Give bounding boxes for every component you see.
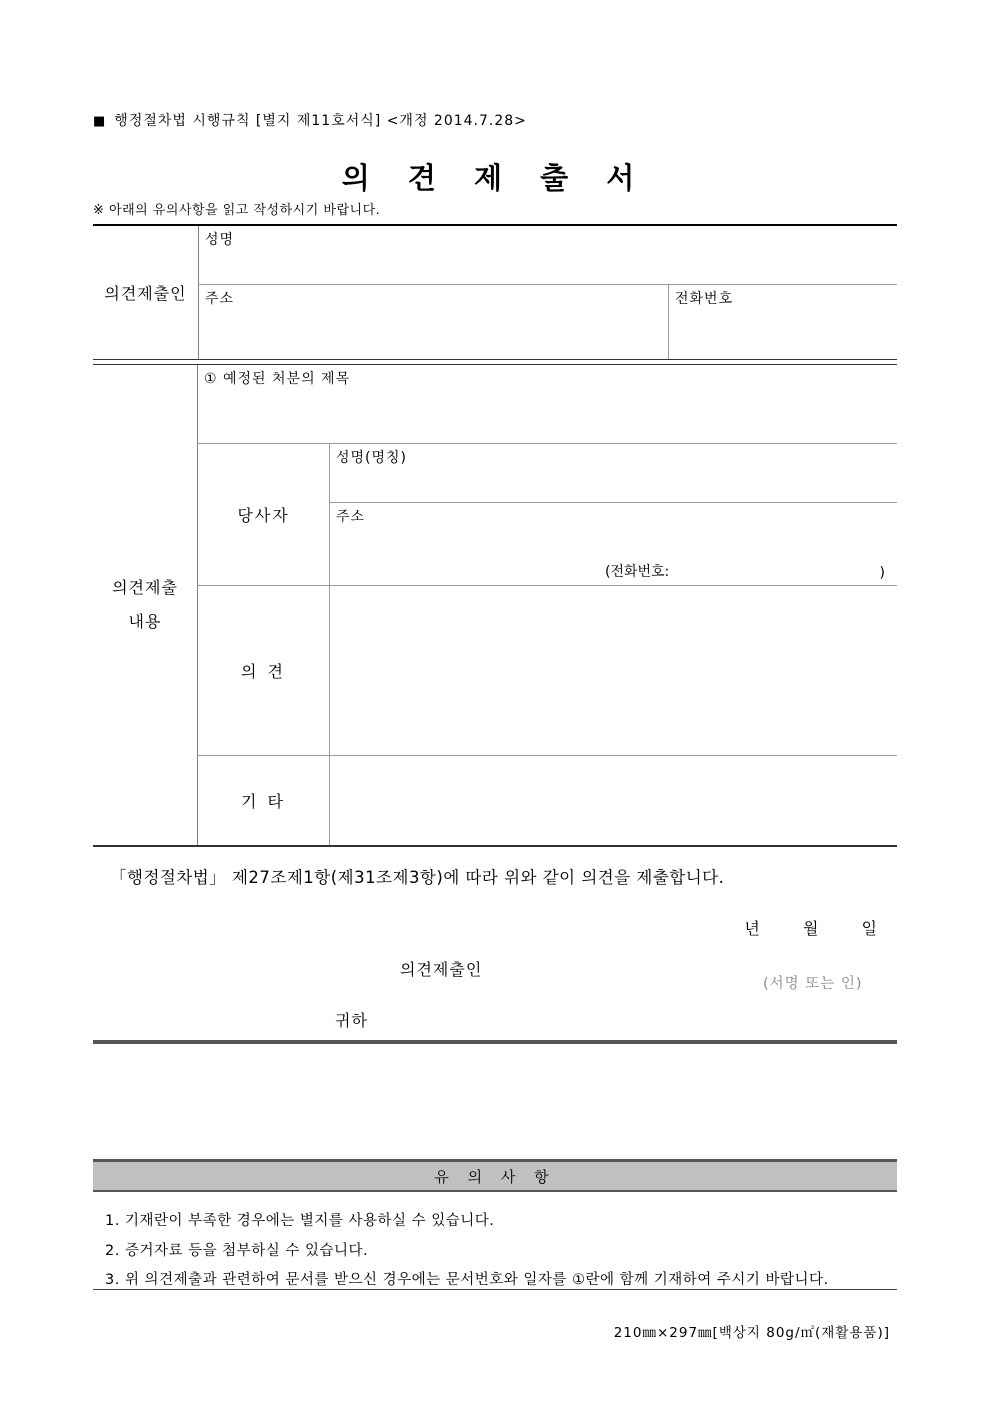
date-line — [93, 916, 877, 939]
party-address-label: 주소 — [336, 509, 366, 525]
party-address-cell — [330, 502, 897, 585]
form-title: 의 견 제 출 서 — [341, 161, 649, 195]
sign-or-seal-note: (서명 또는 인) — [763, 976, 863, 992]
submitter-phone-label: 전화번호 — [675, 291, 734, 307]
notice-item-2: 2. 증거자료 등을 첨부하실 수 있습니다. — [105, 1243, 369, 1259]
declaration-sentence: 「행정절차법」 제27조제1항(제31조제3항)에 따라 위와 같이 의견을 제출합니다. — [110, 868, 725, 887]
notice-title: 유 의 사 항 — [434, 1167, 556, 1186]
etc-label-cell — [198, 755, 330, 845]
month-label: 월 — [802, 919, 819, 938]
form-reference-text: 행정절차법 시행규칙 [별지 제11호서식] <개정 2014.7.28> — [114, 113, 527, 129]
instruction-note: ※ 아래의 유의사항을 읽고 작성하시기 바랍니다. — [93, 203, 381, 218]
party-name-label: 성명(명칭) — [336, 450, 408, 466]
content-row-header — [93, 365, 198, 845]
day-label: 일 — [861, 919, 877, 938]
party-name-cell — [330, 443, 897, 502]
opinion-content-table — [93, 364, 897, 847]
notice-header-bar — [93, 1159, 897, 1192]
square-bullet-icon: ■ — [93, 114, 107, 129]
submitter-row-header: 의견제출인 — [104, 284, 187, 303]
submitter-table — [93, 224, 897, 360]
submitter-address-label: 주소 — [205, 291, 235, 307]
etc-value-cell — [330, 755, 897, 845]
submitter-address-cell — [198, 284, 668, 359]
year-label: 년 — [744, 919, 760, 938]
notice-item-1: 1. 기재란이 부족한 경우에는 별지를 사용하실 수 있습니다. — [105, 1213, 495, 1229]
notice-bottom-rule — [93, 1289, 897, 1290]
submitter-name-cell — [198, 226, 897, 284]
party-phone-suffix: ) — [879, 565, 885, 581]
opinion-value-cell — [330, 585, 897, 755]
paper-spec-footer: 210㎜×297㎜[백상지 80g/㎡(재활용품)] — [613, 1325, 890, 1341]
party-label: 당사자 — [237, 506, 290, 525]
disposition-title-cell — [198, 365, 897, 443]
opinion-label: 의 견 — [241, 662, 286, 681]
notice-item-3: 3. 위 의견제출과 관련하여 문서를 받으신 경우에는 문서번호와 일자를 ①란에 함께 기재하여 주시기 바랍니다. — [105, 1272, 829, 1288]
submitter-name-label: 성명 — [205, 232, 235, 248]
form-reference-line — [93, 110, 527, 130]
content-row-header-line1: 의견제출 — [112, 578, 178, 597]
opinion-label-cell — [198, 585, 330, 755]
submitter-phone-cell — [668, 284, 897, 359]
section-divider-rule — [93, 1040, 897, 1044]
content-row-header-line2: 내용 — [128, 612, 162, 631]
submitter-signature-label: 의견제출인 — [400, 960, 483, 979]
recipient-suffix: 귀하 — [335, 1011, 368, 1030]
etc-label: 기 타 — [241, 792, 286, 811]
disposition-title-label: ① 예정된 처분의 제목 — [204, 371, 351, 387]
party-header-cell — [198, 443, 330, 585]
party-phone-prefix: (전화번호: — [605, 564, 670, 580]
